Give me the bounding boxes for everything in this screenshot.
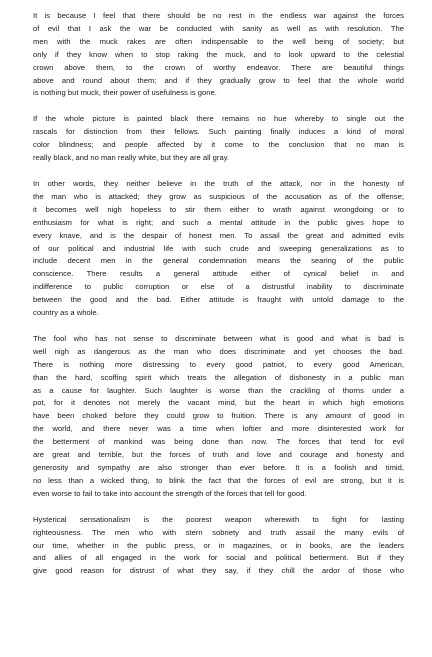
text-line: conscience. There results a general attitude either of cynical belief in and [33, 269, 404, 279]
paragraph-2 [33, 113, 404, 165]
text-line: well nigh as dangerous as the man who does discriminate and yet chooses the bad. [33, 346, 404, 356]
text-line: every knave, and is the despair of honest men. To assail the great and admitted evils [33, 230, 404, 240]
text-line: pot, for it denotes not merely the vacant mind, but the heart in which high emotions [33, 398, 404, 408]
text-line: have been choked before they could grow to fruition. There is any amount of good in [33, 411, 404, 421]
text-line: There is nothing more distressing to every good patriot, to every good American, [33, 359, 404, 369]
text-line: above and round about them; and if they gradually grow to feel that the whole world [33, 75, 404, 85]
paragraph-4 [33, 333, 404, 501]
text-line: of evil that I ask the war be conducted with sanity as well as with resolution. The [33, 23, 404, 33]
text-line: give good reason for distrust of what they say, if they chill the ardor of those who [33, 566, 404, 576]
text-line: and allies of all engaged in the work for social and political betterment. But if they [33, 553, 404, 563]
text-line: as a cause for laughter. Such laughter is worse than the crackling of thorns under a [33, 385, 404, 395]
text-line: generosity and sympathy are also stronger than ever before. It is a foolish and timid, [33, 463, 404, 472]
paragraph-5 [33, 514, 404, 579]
text-line: If the whole picture is painted black there remains no hue whereby to single out the [33, 114, 404, 124]
text-line: is nothing but muck, their power of usefulness is gone. [33, 88, 217, 98]
text-line: righteousness. The men who with stern sobriety and truth assail the many evils of [33, 527, 404, 537]
text-line: of our political and industrial life with such crude and sweeping generalizations as to [33, 243, 404, 253]
text-line: enthusiasm for what is right; and such a mental attitude in the public gives hope to [33, 217, 404, 227]
text-line: the betterment of mankind was being done than now. The forces that tend for evil [33, 437, 404, 447]
text-line: between the good and the bad. Either attitude is fraught with untold damage to the [33, 295, 404, 305]
document-page [33, 10, 404, 591]
text-line: crown above them, to the crown of worthy endeavor. There are beautiful things [33, 62, 404, 72]
text-line: only if they know when to stop raking the muck, and to look upward to the celestial [33, 49, 404, 59]
text-line: it becomes well nigh hopeless to stir them either to wrath against wrongdoing or to [33, 204, 404, 214]
text-line: country as a whole. [33, 308, 99, 318]
text-line: rascals for distinction from their fellows. Such painting finally induces a kind of moral [33, 127, 404, 137]
text-line: even worse to fail to take into account the strength of the forces that tell for good. [33, 488, 307, 498]
text-line: no less than a wicked thing, to blink the fact that the forces of evil are strong, but it is [33, 475, 404, 485]
text-line: really black, and no man really white, but they are all gray. [33, 153, 230, 163]
text-line: include decent men in the general condemnation means the searing of the public [33, 256, 404, 266]
text-line: the world, and there never was a time when loftier and more disinterested work for [33, 424, 404, 434]
paragraph-1 [33, 10, 404, 100]
text-line: are great and terrible, but the forces of truth and love and courage and honesty and [33, 450, 404, 460]
text-line: the man who is attacked; they grow as suspicious of the accusation as of the offense; [33, 191, 404, 201]
text-line: Hysterical sensationalism is the poorest weapon wherewith to fight for lasting [33, 514, 404, 524]
text-line: than the hard, scoffing spirit which treats the allegation of dishonesty in a public man [33, 372, 404, 382]
text-line: color blindness; and people affected by it come to the conclusion that no man is [33, 140, 404, 150]
text-line: our time, whether in the public press, or in magazines, or in books, are the leaders [33, 540, 404, 550]
text-line: It is because I feel that there should be no rest in the endless war against the forces [33, 11, 404, 20]
text-line: men with the muck rakes are often indispensable to the well being of society; but [33, 36, 404, 46]
text-line: The fool who has not sense to discriminate between what is good and what is bad is [33, 333, 404, 343]
text-line: In other words, they neither believe in the truth of the attack, nor in the honesty of [33, 178, 404, 188]
paragraph-3 [33, 178, 404, 320]
text-line: indifference to public corruption or else of a distrustful inability to discriminate [33, 282, 404, 292]
